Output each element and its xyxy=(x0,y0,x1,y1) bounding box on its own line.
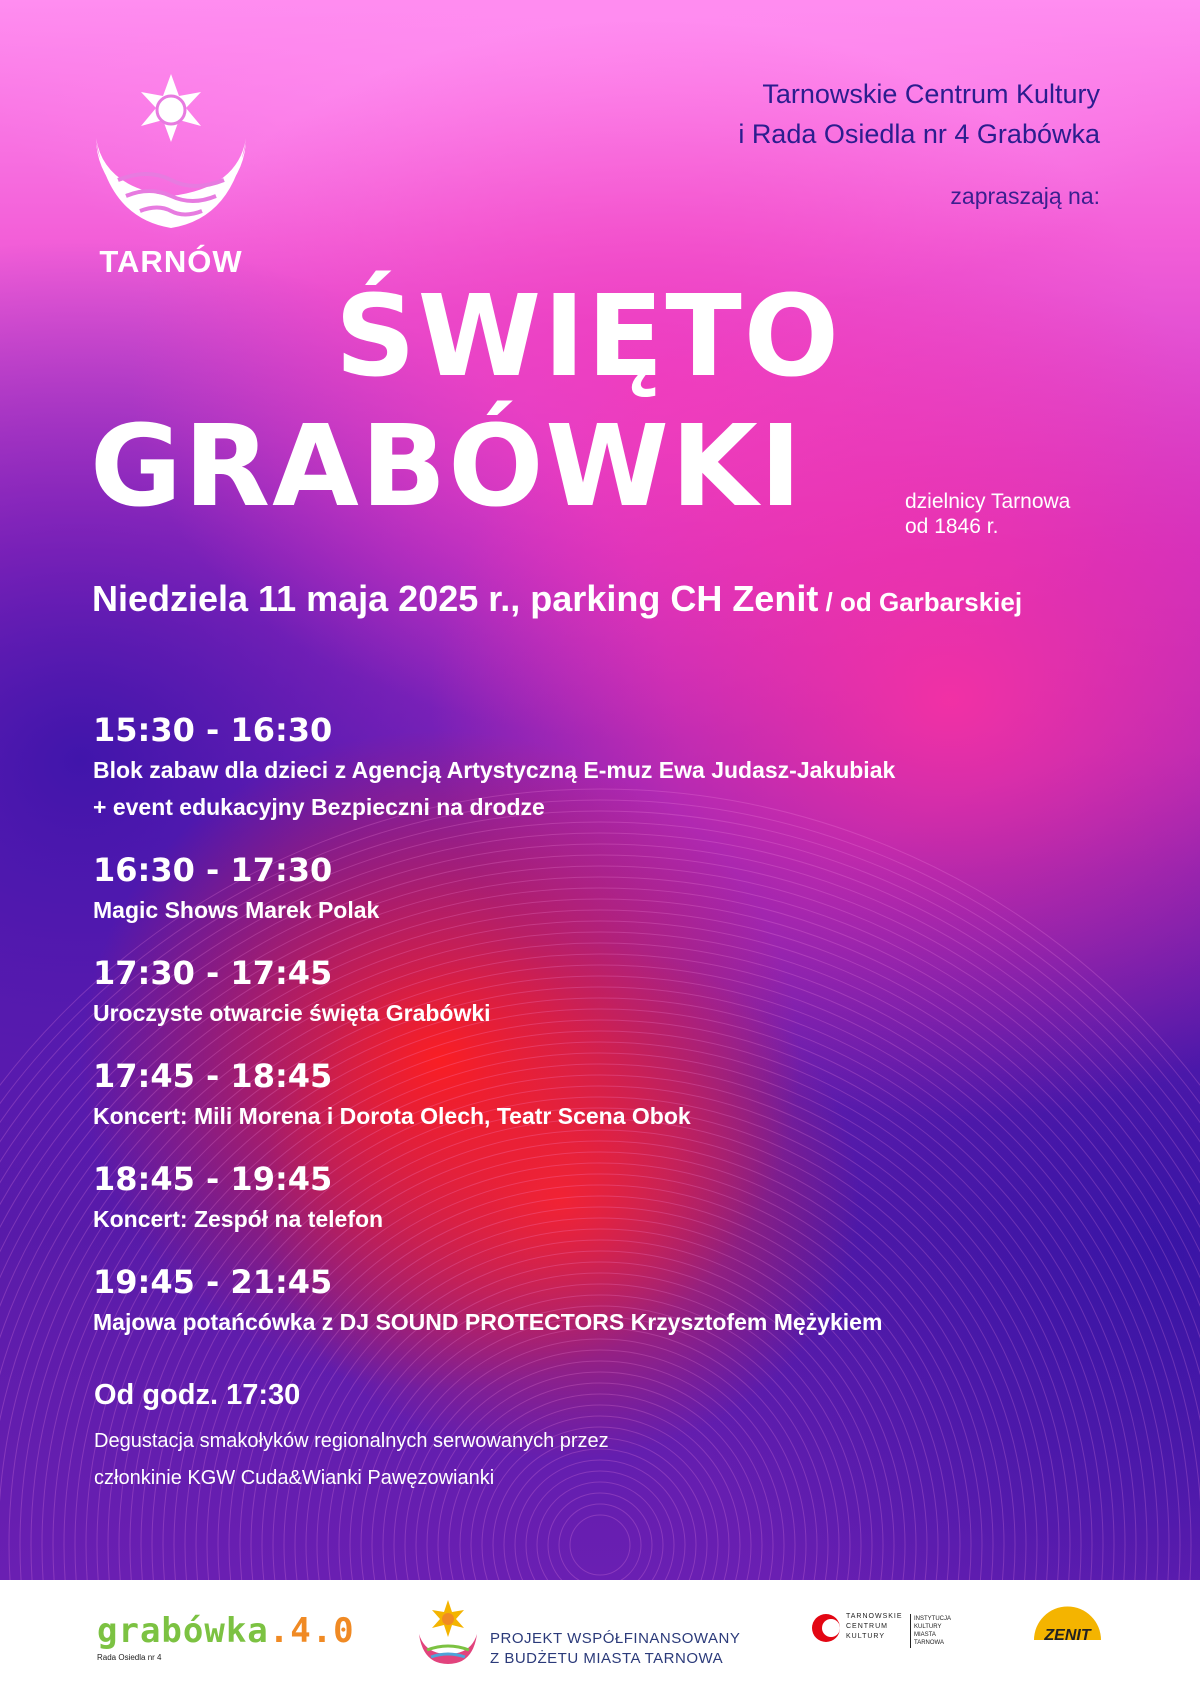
schedule-time: 19:45 - 21:45 xyxy=(93,1263,333,1301)
tasting-desc-line-1: Degustacja smakołyków regionalnych serwowanych przez xyxy=(94,1430,609,1452)
schedule-time: 15:30 - 16:30 xyxy=(93,711,333,749)
zenit-text: ZENIT xyxy=(1044,1627,1091,1644)
tck-right-1: INSTYTUCJA xyxy=(914,1616,952,1622)
schedule-desc: Blok zabaw dla dzieci z Agencją Artystyczną E-muz Ewa Judasz-Jakubiak xyxy=(93,757,896,783)
organizer-line-2: i Rada Osiedla nr 4 Grabówka xyxy=(738,119,1100,149)
schedule-desc: Magic Shows Marek Polak xyxy=(93,897,380,923)
organizers xyxy=(738,74,1100,154)
event-subtitle xyxy=(905,489,1070,539)
date-main: Niedziela 11 maja 2025 r., parking CH Zenit xyxy=(92,578,819,619)
tck-right-4: TARNOWA xyxy=(914,1640,944,1646)
schedule-item xyxy=(93,1157,1093,1238)
tck-right-3: MIASTA xyxy=(914,1632,936,1638)
schedule-item xyxy=(93,1260,1093,1341)
tck-mark-icon xyxy=(810,1612,842,1644)
logo-text: TARNÓW xyxy=(99,244,243,279)
schedule-item xyxy=(93,848,1093,929)
zenit-logo xyxy=(1030,1602,1105,1646)
subtitle-line-1: dzielnicy Tarnowa xyxy=(905,490,1071,513)
tck-logo xyxy=(810,1612,952,1648)
subtitle-line-2: od 1846 r. xyxy=(905,515,999,538)
date-location-line xyxy=(92,578,1022,620)
tck-line-2: CENTRUM xyxy=(846,1623,888,1630)
event-title-line-2: GRABÓWKI xyxy=(90,402,804,532)
schedule-time: 17:45 - 18:45 xyxy=(93,1057,333,1095)
project-line-1: PROJEKT WSPÓŁFINANSOWANY xyxy=(490,1630,741,1647)
tck-line-1: TARNOWSKIE xyxy=(846,1613,903,1620)
grabowka-word: grabówka xyxy=(97,1611,269,1651)
invite-text: zapraszają na: xyxy=(950,183,1100,209)
tasting-desc-line-2: członkinie KGW Cuda&Wianki Pawęzowianki xyxy=(94,1467,495,1489)
tck-line-3: KULTURY xyxy=(846,1633,886,1640)
schedule-time: 17:30 - 17:45 xyxy=(93,954,333,992)
project-line-2: Z BUDŻETU MIASTA TARNOWA xyxy=(490,1650,724,1667)
tarnow-logo xyxy=(88,68,254,279)
sponsor-footer xyxy=(0,1580,1200,1694)
schedule-desc: Majowa potańcówka z DJ SOUND PROTECTORS Krzysztofem Mężykiem xyxy=(93,1309,883,1335)
schedule-time: 16:30 - 17:30 xyxy=(93,851,333,889)
grabowka-sub: Rada Osiedla nr 4 xyxy=(97,1653,162,1662)
tck-right-2: KULTURY xyxy=(914,1624,942,1630)
project-cofinanced-logo xyxy=(415,1598,741,1672)
tck-separator xyxy=(910,1614,911,1648)
schedule-item xyxy=(93,1054,1093,1135)
date-extra: / od Garbarskiej xyxy=(818,587,1023,617)
schedule-list xyxy=(93,708,1093,1363)
organizer-line-1: Tarnowskie Centrum Kultury xyxy=(762,79,1100,109)
event-title-line-1: ŚWIĘTO xyxy=(335,272,841,402)
tasting-info xyxy=(94,1373,609,1497)
schedule-desc: Koncert: Zespół na telefon xyxy=(93,1206,384,1232)
tarnow-emblem-icon xyxy=(88,68,254,238)
grabowka-logo xyxy=(97,1611,355,1662)
schedule-desc: Uroczyste otwarcie święta Grabówki xyxy=(93,1000,491,1026)
tasting-time: Od godz. 17:30 xyxy=(94,1379,301,1411)
tarnow-sun-icon xyxy=(415,1598,481,1668)
schedule-desc: Koncert: Mili Morena i Dorota Olech, Teatr Scena Obok xyxy=(93,1103,691,1129)
grabowka-number: .4.0 xyxy=(268,1611,355,1651)
schedule-time: 18:45 - 19:45 xyxy=(93,1160,333,1198)
schedule-desc: + event edukacyjny Bezpieczni na drodze xyxy=(93,794,545,820)
schedule-item xyxy=(93,708,1093,826)
schedule-item xyxy=(93,951,1093,1032)
